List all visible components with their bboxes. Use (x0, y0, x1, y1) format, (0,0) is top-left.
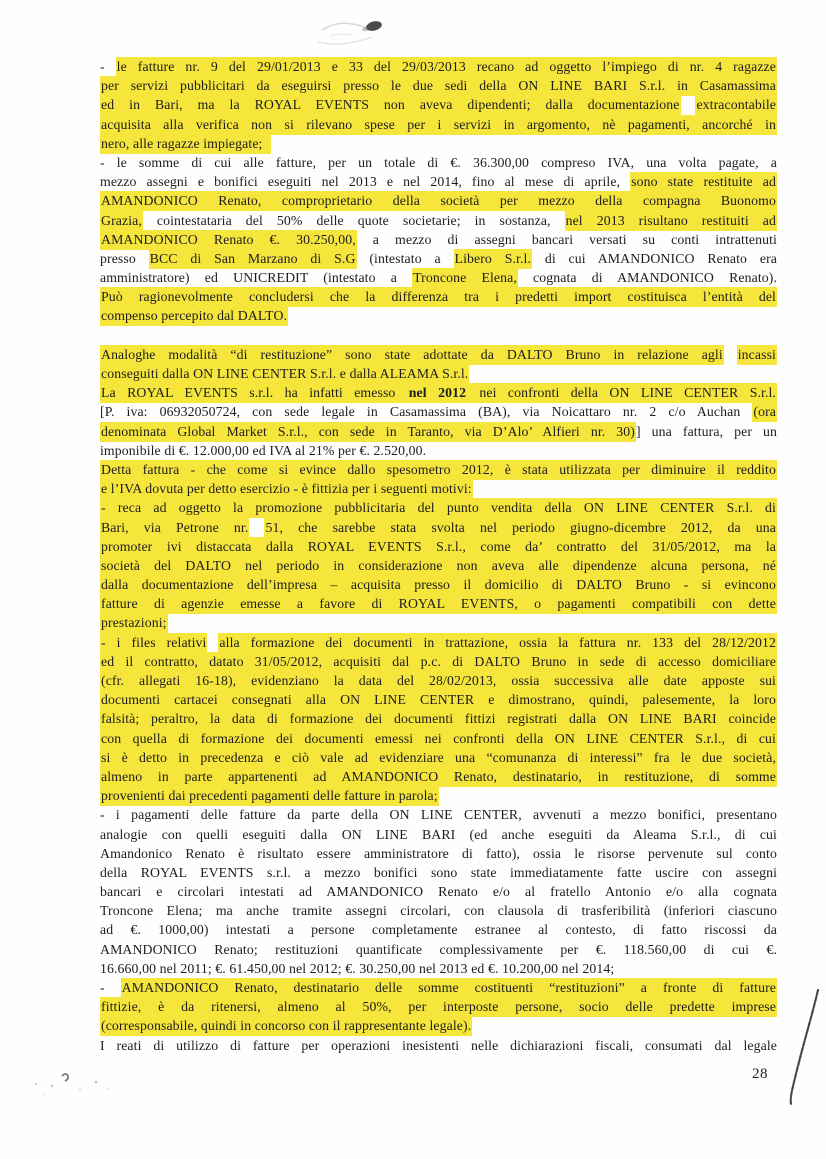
highlighted-text-segment: società del DALTO nel periodo in considerazione non aveva alle dipendenze alcuna persona, né (100, 556, 777, 576)
pen-stroke-mark (778, 982, 826, 1127)
text-segment: imponibile di €. 12.000,00 ed IVA al 21% per €. 2.520,00. (100, 442, 427, 458)
highlighted-text-segment: e l’IVA dovuta per detto esercizio - è fittizia per i seguenti motivi: (100, 479, 473, 499)
text-line (100, 383, 777, 402)
text-segment: - i pagamenti delle fatture da parte della ON LINE CENTER, avvenuti a mezzo bonifici, presentano (100, 807, 777, 823)
text-line (100, 652, 777, 671)
text-line (100, 230, 777, 249)
highlighted-text-segment: conseguiti dalla ON LINE CENTER S.r.l. e dalla ALEAMA S.r.l. (100, 364, 469, 384)
text-line (100, 115, 777, 134)
text-segment: - le somme di cui alle fatture, per un totale di €. 36.300,00 compreso IVA, una volta pagate, a (100, 154, 777, 170)
text-line (100, 997, 777, 1016)
text-line (100, 306, 777, 325)
text-line (100, 134, 777, 153)
highlighted-text-segment: nero, alle ragazze impiegate; (100, 134, 271, 154)
highlighted-text-segment: AMANDONICO Renato, comproprietario della società per mezzo della compagna Buonomo (100, 191, 777, 211)
text-segment: 16.660,00 nel 2011; €. 61.450,00 nel 2012; €. 30.250,00 nel 2013 ed €. 10.200,00 nel 2014; (100, 960, 615, 976)
text-segment (207, 635, 218, 650)
highlighted-text-segment: - i files relativi (100, 633, 207, 653)
text-segment: analogie con quelli eseguiti dalla ON LINE BARI (ed anche eseguiti da Aleama S.r.l., di cui (100, 826, 777, 842)
highlighted-text-segment: (cfr. allegati 16-18), evidenziano la data del 28/02/2013, ossia successiva alle date apposte sui (100, 671, 777, 691)
highlighted-text-segment: - reca ad oggetto la promozione pubblicitaria del punto vendita della ON LINE CENTER S.r.l. di (100, 498, 777, 518)
text-line (100, 940, 777, 959)
text-segment: Troncone Elena; ma anche tramite assegni circolari, con clausola di trasferibilità (inferiori ciascuno (100, 903, 777, 919)
highlighted-text-segment: promoter ivi distaccata dalla ROYAL EVENTS S.r.l., come da’ contratto del 31/05/2012, ma la (100, 537, 777, 557)
text-segment: cointestataria del 50% delle quote societarie; in sostanza, (142, 212, 565, 228)
text-line (100, 249, 777, 268)
text-line (100, 882, 777, 901)
text-line (100, 633, 777, 652)
highlighted-text-segment: ed in Bari, ma la ROYAL EVENTS non aveva dipendenti; dalla documentazione (100, 95, 681, 115)
highlighted-text-segment: prestazioni; (100, 613, 168, 633)
text-line (100, 191, 777, 210)
highlighted-text-segment: Detta fattura - che come si evince dallo spesometro 2012, è stata utilizzata per diminuire il reddito (100, 460, 777, 480)
highlighted-text-segment: AMANDONICO Renato €. 30.250,00, (100, 230, 357, 250)
highlighted-text-segment: BCC di San Marzano di S.G (149, 249, 357, 269)
highlighted-text-segment: le fatture nr. 9 del 29/01/2013 e 33 del 29/03/2013 recano ad oggetto l’impiego di nr. 4 ragazze (116, 57, 777, 77)
text-line (100, 844, 777, 863)
highlighted-text-segment: Bari, via Petrone nr. (100, 518, 249, 538)
text-segment: - (100, 59, 116, 74)
text-line (100, 556, 777, 575)
document-page-body (100, 57, 777, 1055)
text-line (100, 364, 777, 383)
text-segment: della ROYAL EVENTS s.r.l. a mezzo bonifici sono state immediatamente fatte uscire con assegni (100, 864, 777, 880)
text-line (100, 95, 777, 114)
text-segment: AMANDONICO Renato; restituzioni quantificate complessivamente per €. 118.560,00 di cui €. (100, 941, 777, 957)
text-line (100, 690, 777, 709)
highlighted-text-segment: provenienti dai precedenti pagamenti delle fatture in parola; (100, 786, 439, 806)
text-line (100, 57, 777, 76)
highlighted-text-segment: documenti cartacei consegnati alla ON LINE CENTER e dimostrano, quindi, palesemente, la loro (100, 690, 777, 710)
highlighted-text-segment: fatture di agenzie emesse a favore di ROYAL EVENTS, o pagamenti compatibili con dette (100, 594, 777, 614)
text-line (100, 594, 777, 613)
text-line (100, 786, 777, 805)
highlighted-text-segment: sono state restituite ad (630, 172, 777, 192)
text-segment: cognata di AMANDONICO Renato). (517, 270, 777, 286)
pencil-smudge-mark (310, 8, 430, 56)
highlighted-text-segment: (ora (752, 402, 777, 422)
page-number: 28 (752, 1066, 768, 1082)
text-line (100, 172, 777, 191)
highlighted-text-segment: Libero S.r.l. (454, 249, 532, 269)
text-line (100, 767, 777, 786)
text-segment: amministratore) ed UNICREDIT (intestato a (100, 270, 413, 286)
text-line (100, 76, 777, 95)
text-line (100, 671, 777, 690)
text-segment: presso (100, 250, 149, 266)
text-segment: ad €. 1000,00) intestati a persone completamente estranee al contesto, di fatto riscossi da (100, 922, 777, 938)
text-segment: - (100, 980, 121, 995)
text-line (100, 709, 777, 728)
highlighted-text-segment: Grazia, (100, 211, 143, 231)
text-line (100, 613, 777, 632)
text-line (100, 575, 777, 594)
highlighted-text-segment: alla formazione dei documenti in trattazione, ossia la fattura nr. 133 del 28/12/2012 (218, 633, 777, 653)
paragraph-break (100, 326, 777, 345)
highlighted-text-segment: ed il contratto, datato 31/05/2012, acquisiti dal p.c. di DALTO Bruno in sede di accesso domiciliare (100, 652, 777, 672)
text-line (100, 287, 777, 306)
highlighted-text-segment: 51, che sarebbe stata svolta nel periodo giugno-dicembre 2012, da una (264, 518, 777, 538)
text-line (100, 268, 777, 287)
text-line (100, 345, 777, 364)
highlighted-text-segment: si è detto in precedenza e ciò vale ad evidenziare una “comunanza di interessi” fra le due società, (100, 748, 777, 768)
highlighted-text-segment: extracontabile (695, 95, 777, 115)
text-segment: (intestato a (356, 250, 454, 266)
text-line (100, 825, 777, 844)
highlighted-text-segment: compenso percepito dal DALTO. (100, 306, 288, 326)
text-line (100, 422, 777, 441)
text-line (100, 805, 777, 824)
highlighted-text-segment: fittizie, è da ritenersi, almeno al 50%, per interposte persone, socio delle predette imprese (100, 997, 777, 1017)
text-line (100, 537, 777, 556)
highlighted-text-segment: La ROYAL EVENTS s.r.l. ha infatti emesso (100, 383, 408, 403)
text-line (100, 402, 777, 421)
text-segment: Amandonico Renato è risultato essere amministratore di fatto), ossia le risorse pervenute sul conto (100, 845, 777, 861)
highlighted-text-segment: almeno in parte appartenenti ad AMANDONICO Renato, destinatario, in restituzione, di somme (100, 767, 777, 787)
text-line (100, 1036, 777, 1055)
text-line (100, 211, 777, 230)
text-segment (249, 520, 264, 535)
text-line (100, 498, 777, 517)
text-segment: bancari e circolari intestati ad AMANDONICO Renato e/o al fratello Antonio e/o alla cognata (100, 884, 777, 900)
text-line (100, 920, 777, 939)
highlighted-text-segment: Troncone Elena, (412, 268, 518, 288)
highlighted-text-segment: (corresponsabile, quindi in concorso con il rappresentante legale). (100, 1016, 472, 1036)
highlighted-text-segment: Analoghe modalità “di restituzione” sono state adottate da DALTO Bruno in relazione agli (100, 345, 724, 365)
text-line (100, 518, 777, 537)
highlighted-text-segment: dalla documentazione dell’impresa – acquisita presso il domicilio di DALTO Bruno - si evincono (100, 575, 777, 595)
text-segment (681, 97, 696, 112)
text-segment: a mezzo di assegni bancari versati su conti intrattenuti (356, 231, 777, 247)
text-line (100, 729, 777, 748)
text-line (100, 460, 777, 479)
highlighted-text-segment: per servizi pubblicitari da eseguirsi presso le due sedi della ON LINE BARI S.r.l. in Casamassima (100, 76, 777, 96)
highlighted-text-segment: nel 2013 risultano restituiti ad (565, 211, 777, 231)
highlighted-text-segment: falsità; peraltro, la data di formazione dei documenti fittizi registrati dalla ON LINE BARI coincide (100, 709, 777, 729)
highlighted-text-segment: acquisita alla verifica non si rilevano spese per i servizi in argomento, nè pagamenti, ancorché in (100, 115, 777, 135)
text-segment: di cui AMANDONICO Renato era (532, 250, 777, 266)
pencil-specks-mark (22, 1062, 152, 1107)
highlighted-text-segment: nel 2012 (408, 383, 467, 403)
text-segment (724, 347, 737, 362)
highlighted-text-segment: denominata Global Market S.r.l., con sede in Taranto, via D’Alo’ Alfieri nr. 30) (100, 422, 636, 442)
highlighted-text-segment: con quella di formazione dei documenti emessi nei confronti della ON LINE CENTER S.r.l., di cui (100, 729, 777, 749)
highlighted-text-segment: nei confronti della ON LINE CENTER S.r.l. (467, 383, 777, 403)
text-line (100, 959, 777, 978)
text-segment: I reati di utilizzo di fatture per operazioni inesistenti nelle dichiarazioni fiscali, consumati dal legale (100, 1037, 777, 1053)
text-line (100, 901, 777, 920)
text-line (100, 441, 777, 460)
text-line (100, 748, 777, 767)
text-line (100, 1016, 777, 1035)
text-segment: [P. iva: 06932050724, con sede legale in Casamassima (BA), via Noicattaro nr. 2 c/o Auchan (100, 404, 753, 420)
text-line (100, 978, 777, 997)
text-segment: mezzo assegni e bonifici eseguiti nel 2013 e nel 2014, fino al mese di aprile, (100, 174, 631, 190)
highlighted-text-segment: AMANDONICO Renato, destinatario delle somme costituenti “restituzioni” a fronte di fatture (121, 978, 777, 998)
highlighted-text-segment: incassi (737, 345, 777, 365)
text-line (100, 863, 777, 882)
highlighted-text-segment: Può ragionevolmente concludersi che la differenza tra i predetti import costituisca l’entità del (100, 287, 777, 307)
text-line (100, 479, 777, 498)
text-segment: ] una fattura, per un (636, 423, 777, 439)
text-line (100, 153, 777, 172)
